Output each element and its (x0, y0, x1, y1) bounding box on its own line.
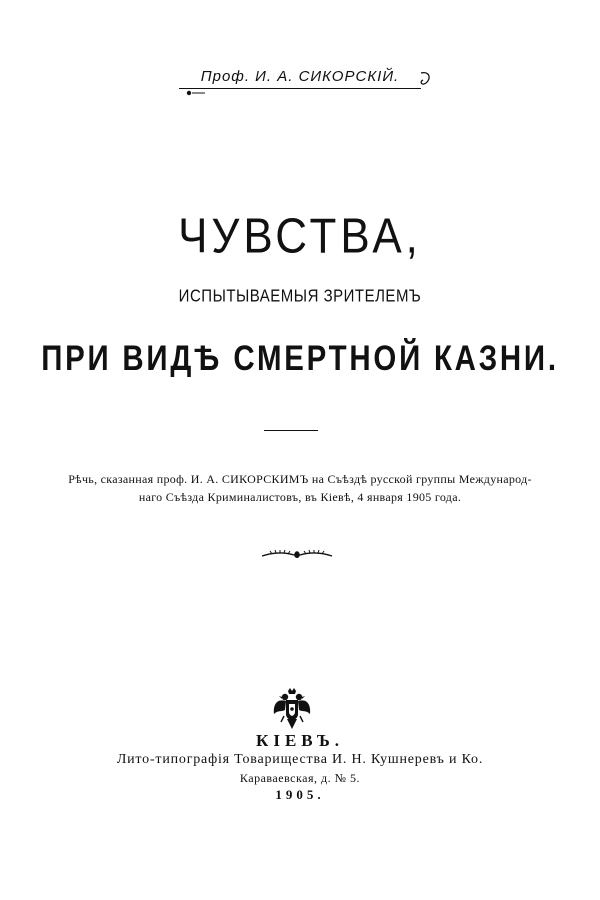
imprint-year: 1905. (275, 787, 325, 802)
author-block (0, 68, 600, 89)
fleuron-ornament-icon (260, 548, 334, 562)
imprint-city: КІЕВЪ. (256, 731, 344, 750)
speech-line-2: наго Съѣзда Криминалистовъ, въ Кіевѣ, 4 января 1905 года. (138, 490, 462, 504)
imprint-address: Караваевская, д. № 5. (239, 771, 361, 785)
author-signature (179, 68, 421, 89)
title-big: ПРИ ВИДѢ СМЕРТНОЙ КАЗНИ. (41, 338, 559, 378)
author-name: Проф. И. А. СИКОРСКІЙ. (200, 68, 400, 85)
flourish-icon (417, 70, 433, 88)
speech-line-1: Рѣчь, сказанная проф. И. А. СИКОРСКИМЪ на Съѣздѣ русской группы Международ- (68, 472, 532, 486)
double-headed-eagle-icon (272, 688, 312, 730)
imprint-printer: Лито-типографія Товарищества И. Н. Кушнеревъ и Ко. (116, 752, 484, 767)
speech-description (60, 470, 540, 506)
title-subtitle: ИСПЫТЫВАЕМЫЯ ЗРИТЕЛЕМЪ (178, 286, 422, 307)
title-main: ЧУВСТВА, (178, 209, 422, 264)
divider-rule (264, 430, 318, 431)
underline-ornament-icon (183, 89, 207, 97)
